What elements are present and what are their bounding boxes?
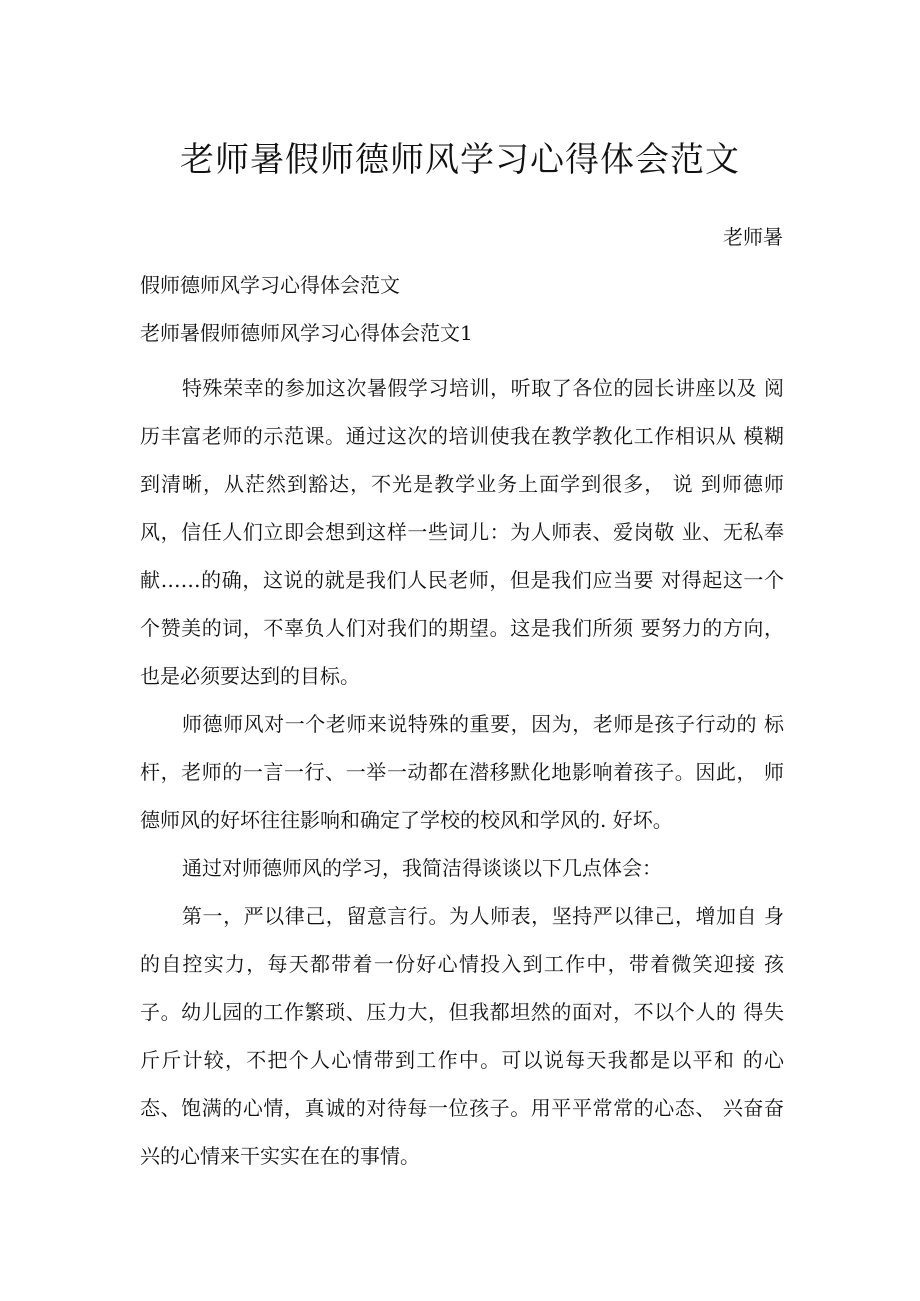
continued-title: 假师德师风学习心得体会范文 [140, 273, 400, 297]
paragraph-4: 第一，严以律己，留意言行。为人师表，坚持严以律己，增加自 身的自控实力，每天都带着一份好心情投入到工作中，带着微笑迎接 孩子。幼儿园的工作繁琐、压力大，但我都坦然的面对，不以个人的 得失斤斤计较，不把个人心情带到工作中。可以说每天我都是以平和 的心态、饱满的心情，真诚的对待每一位孩子。用平平常常的心态、 兴奋奋兴的心情来干实实在在的事情。 [140, 904, 784, 1168]
paragraph-1: 特殊荣幸的参加这次暑假学习培训，听取了各位的园长讲座以及 阅历丰富老师的示范课。通过这次的培训使我在教学教化工作相识从 模糊到清晰，从茫然到豁达，不光是教学业务上面学到很多， 说 到师德师风，信任人们立即会想到这样一些词儿：为人师表、爱岗敬 业、无私奉献……的确，这说的就是我们人民老师，但是我们应当要 对得起这一个个赞美的词，不辜负人们对我们的期望。这是我们所须 要努力的方向，也是必须要达到的目标。 [140, 376, 784, 688]
paragraph-2: 师德师风对一个老师来说特殊的重要，因为，老师是孩子行动的 标杆，老师的一言一行、一举一动都在潜移默化地影响着孩子。因此， 师德师风的好坏往往影响和确定了学校的校风和学风的. 好坏。 [140, 712, 784, 832]
author-fragment: 老师暑 [723, 225, 783, 249]
section-subtitle: 老师暑假师德师风学习心得体会范文1 [140, 321, 473, 345]
paragraph-3: 通过对师德师风的学习，我简洁得谈谈以下几点体会： [182, 856, 662, 880]
document-body [140, 364, 784, 1180]
document-title: 老师暑假师德师风学习心得体会范文 [180, 140, 740, 180]
